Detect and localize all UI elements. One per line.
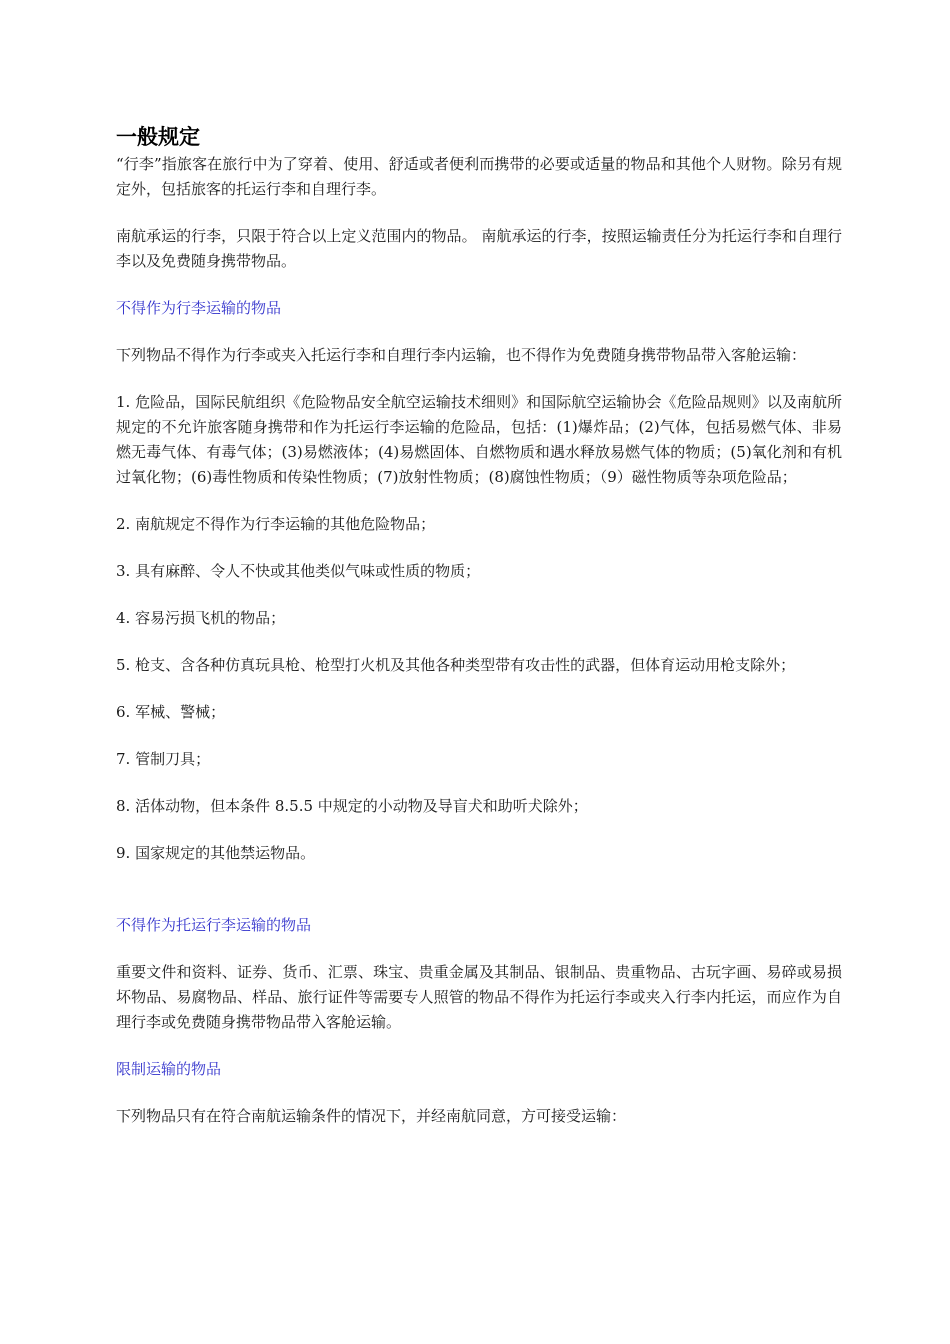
section-heading-restricted-items: 限制运输的物品 xyxy=(116,1060,222,1078)
prohibited-item-6: 6. 军械、警械； xyxy=(116,703,226,721)
section-heading-prohibited-items: 不得作为行李运输的物品 xyxy=(116,299,282,317)
not-checked-items-paragraph: 重要文件和资料、证券、货币、汇票、珠宝、贵重金属及其制品、银制品、贵重物品、古玩字画、易碎或易损坏物品、易腐物品、样品、旅行证件等需要专人照管的物品不得作为托运行李或夹入行李内托运，而应作为自理行李或免费随身携带物品带入客舱运输。 xyxy=(116,963,842,1031)
baggage-definition-paragraph: “行李”指旅客在旅行中为了穿着、使用、舒适或者便利而携带的必要或适量的物品和其他个人财物。除另有规定外，包括旅客的托运行李和自理行李。 xyxy=(116,155,842,198)
prohibited-item-1: 1. 危险品，国际民航组织《危险物品安全航空运输技术细则》和国际航空运输协会《危险品规则》以及南航所规定的不允许旅客随身携带和作为托运行李运输的危险品，包括：(1)爆炸品；(2)气体，包括易燃气体、非易燃无毒气体、有毒气体；(3)易燃液体；(4)易燃固体、自燃物质和遇水释放易燃气体的物质；(5)氧化剂和有机过氧化物；(6)毒性物质和传染性物质；(7)放射性物质；(8)腐蚀性物质；（9）磁性物质等杂项危险品； xyxy=(116,393,842,486)
prohibited-item-4: 4. 容易污损飞机的物品； xyxy=(116,609,286,627)
document-page xyxy=(116,122,842,1129)
section-heading-not-checked-items: 不得作为托运行李运输的物品 xyxy=(116,916,312,934)
prohibited-item-3: 3. 具有麻醉、令人不快或其他类似气味或性质的物质； xyxy=(116,562,481,580)
restricted-items-intro: 下列物品只有在符合南航运输条件的情况下，并经南航同意，方可接受运输： xyxy=(116,1107,627,1125)
baggage-scope-paragraph: 南航承运的行李，只限于符合以上定义范围内的物品。 南航承运的行李，按照运输责任分为托运行李和自理行李以及免费随身携带物品。 xyxy=(116,227,842,270)
prohibited-item-7: 7. 管制刀具； xyxy=(116,750,211,768)
prohibited-item-8: 8. 活体动物，但本条件 8.5.5 中规定的小动物及导盲犬和助听犬除外； xyxy=(116,797,588,815)
prohibited-item-9: 9. 国家规定的其他禁运物品。 xyxy=(116,844,316,862)
prohibited-item-2: 2. 南航规定不得作为行李运输的其他危险物品； xyxy=(116,515,436,533)
prohibited-item-5: 5. 枪支、含各种仿真玩具枪、枪型打火机及其他各种类型带有攻击性的武器，但体育运动用枪支除外； xyxy=(116,656,796,674)
page-title: 一般规定 xyxy=(116,125,200,149)
prohibited-items-intro: 下列物品不得作为行李或夹入托运行李和自理行李内运输，也不得作为免费随身携带物品带入客舱运输： xyxy=(116,346,807,364)
